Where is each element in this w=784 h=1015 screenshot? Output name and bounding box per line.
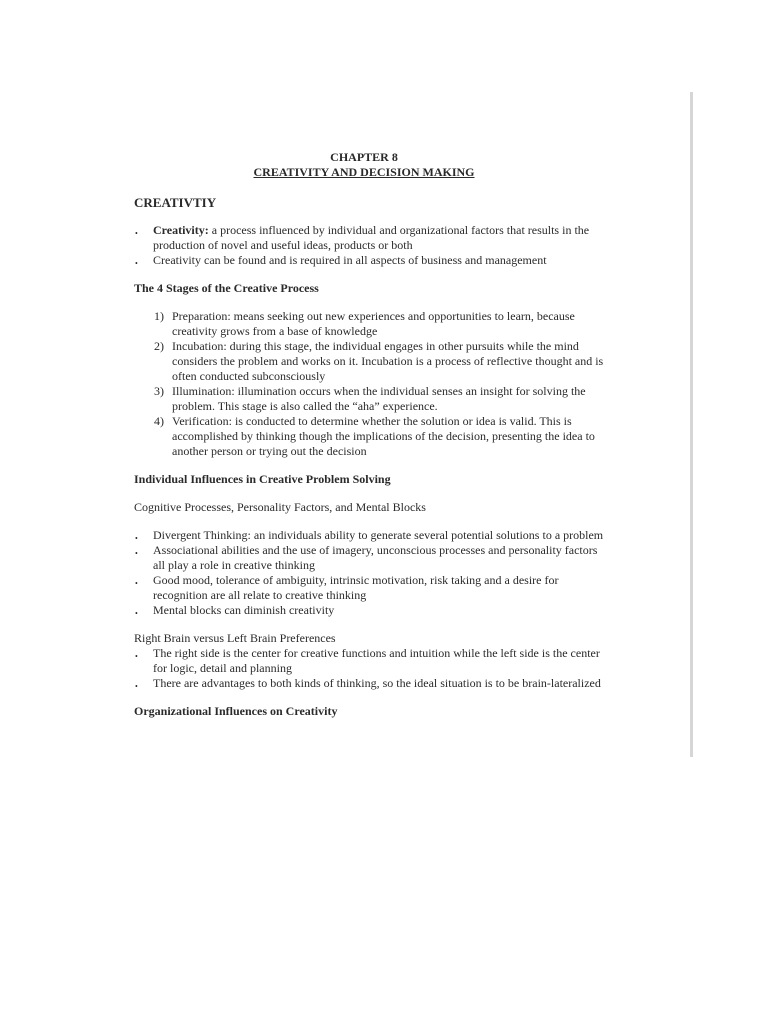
organizational-influences-heading: Organizational Influences on Creativity [134, 704, 338, 718]
bullet-icon: • [135, 229, 138, 238]
stages-heading: The 4 Stages of the Creative Process [134, 281, 319, 295]
brain-preferences-subheading: Right Brain versus Left Brain Preferences [134, 631, 336, 645]
page-edge-divider [690, 92, 693, 757]
chapter-header [134, 150, 594, 180]
list-item [134, 528, 604, 543]
list-item-text: Divergent Thinking: an individuals ability to generate several potential solutions to a problem [153, 528, 604, 542]
list-item [154, 384, 604, 414]
creativity-heading: CREATIVTIY [134, 195, 217, 210]
bullet-icon: • [135, 609, 138, 618]
list-item-text: Associational abilities and the use of imagery, unconscious processes and personality factors all play a role in creative thinking [153, 543, 598, 572]
brain-bullet-list [134, 646, 604, 691]
list-item [154, 339, 604, 384]
list-item-text: Illumination: illumination occurs when the individual senses an insight for solving the problem. This stage is also called the “aha” experience. [172, 384, 586, 413]
list-item [134, 253, 604, 268]
list-item [154, 414, 604, 459]
item-number: 2) [154, 339, 164, 353]
list-item-text: Preparation: means seeking out new experiences and opportunities to learn, because creativity grows from a base of knowledge [172, 309, 575, 338]
list-item-text: The right side is the center for creative functions and intuition while the left side is the center for logic, detail and planning [153, 646, 600, 675]
list-item [134, 646, 604, 676]
chapter-number: CHAPTER 8 [330, 150, 398, 164]
bullet-icon: • [135, 682, 138, 691]
term-definition: a process influenced by individual and organizational factors that results in the production of novel and useful ideas, products or both [153, 223, 590, 252]
list-item [134, 223, 604, 253]
list-item-text: Incubation: during this stage, the individual engages in other pursuits while the mind considers the problem and works on it. Incubation is a process of reflective thought and is often conducted subconsciously [172, 339, 604, 383]
bullet-icon: • [135, 259, 138, 268]
individual-influences-heading: Individual Influences in Creative Problem Solving [134, 472, 391, 486]
list-item [134, 573, 604, 603]
list-item [134, 676, 604, 691]
list-item [134, 543, 604, 573]
document-body [134, 150, 604, 719]
term-label: Creativity: [153, 223, 209, 237]
bullet-icon: • [135, 579, 138, 588]
bullet-icon: • [135, 652, 138, 661]
individual-bullet-list [134, 528, 604, 618]
list-item [154, 309, 604, 339]
list-item [134, 603, 604, 618]
list-item-text: Mental blocks can diminish creativity [153, 603, 335, 617]
list-item-text: Creativity can be found and is required in all aspects of business and management [153, 253, 547, 267]
item-number: 4) [154, 414, 164, 428]
bullet-icon: • [135, 534, 138, 543]
item-number: 1) [154, 309, 164, 323]
list-item-text: Verification: is conducted to determine whether the solution or idea is valid. This is accomplished by thinking though the implications of the decision, presenting the idea to another person or trying out the decision [172, 414, 595, 458]
bullet-icon: • [135, 549, 138, 558]
list-item-text: Good mood, tolerance of ambiguity, intrinsic motivation, risk taking and a desire for recognition are all relate to creative thinking [153, 573, 559, 602]
cognitive-subheading: Cognitive Processes, Personality Factors, and Mental Blocks [134, 500, 426, 514]
stages-list [134, 309, 604, 459]
list-item-text: There are advantages to both kinds of thinking, so the ideal situation is to be brain-lateralized [153, 676, 601, 690]
item-number: 3) [154, 384, 164, 398]
chapter-title: CREATIVITY AND DECISION MAKING [253, 165, 475, 179]
creativity-bullet-list [134, 223, 604, 268]
